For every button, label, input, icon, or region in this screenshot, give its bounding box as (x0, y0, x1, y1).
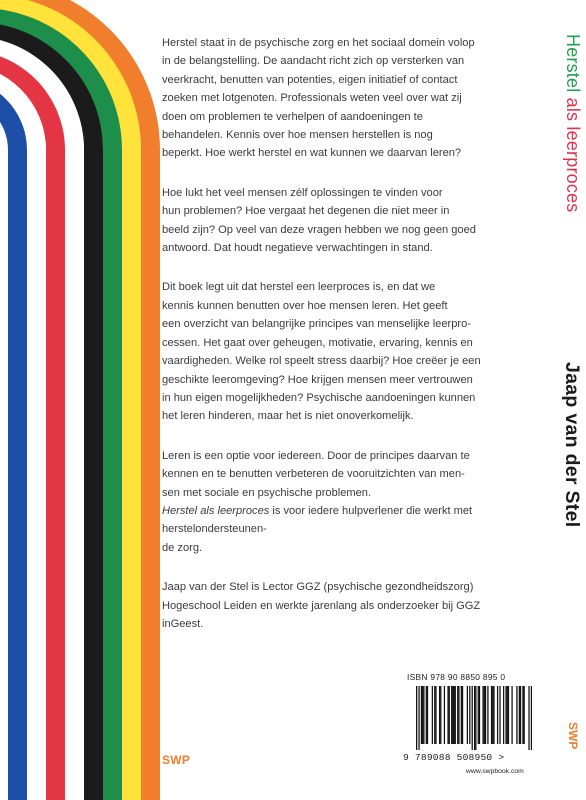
barcode-bar (416, 686, 417, 750)
publisher-logo: SWP (162, 753, 191, 767)
back-cover-blurb (162, 34, 532, 654)
barcode-bar (451, 686, 452, 744)
barcode-bar (482, 686, 483, 744)
barcode-bar (478, 686, 479, 744)
paragraph-4-tail: is voor iedere hulpverlener die werkt met herstelondersteunen- de zorg. (162, 504, 473, 554)
barcode-bar (479, 686, 480, 744)
paragraph-1: Herstel staat in de psychische zorg en het sociaal domein volop in de belangstelling. De aandacht richt zich op versterken van veerkracht, benutten van potenties, eigen initiatief of contact zoeken met lotgenoten. Professionals weten veel over wat zij doen om problemen te verhelpen of aandoeningen te behandelen. Kennis over hoe mensen herstellen is nog beperkt. Hoe werkt herstel en wat kunnen we daarvan leren? (162, 37, 475, 160)
barcode-bar (511, 686, 512, 744)
barcode-bar (516, 686, 517, 744)
barcode-number: 9 789088 508950 > (403, 752, 505, 763)
barcode-bar (422, 686, 423, 744)
barcode-icon (416, 686, 532, 750)
barcode-bar (452, 686, 453, 744)
barcode-bar (475, 686, 476, 750)
barcode-bar (508, 686, 509, 744)
spine-publisher-text: SWP (566, 722, 580, 750)
book-title-italic: Herstel als leerproces (162, 504, 270, 517)
barcode-bar (519, 686, 520, 744)
isbn-text: ISBN 978 90 8850 895 0 (407, 672, 506, 682)
barcode-bar (432, 686, 433, 744)
barcode-bar (458, 686, 459, 744)
barcode-bar (507, 686, 508, 744)
barcode-bar (503, 686, 504, 744)
spine-author (561, 362, 583, 602)
barcode-bar (484, 686, 485, 744)
barcode-bar (444, 686, 445, 744)
barcode-bar (531, 686, 532, 750)
barcode-bar (485, 686, 486, 744)
barcode-bar (497, 686, 498, 744)
barcode-bar (421, 686, 422, 744)
barcode-bar (439, 686, 440, 744)
spine-author-name: Jaap van der Stel (561, 362, 583, 528)
barcode-bar (418, 686, 419, 750)
barcode-bar (462, 686, 463, 744)
barcode-bar (522, 686, 523, 744)
spine-title-part-1: Herstel (563, 34, 583, 98)
barcode-bar (435, 686, 436, 744)
barcode-bar (457, 686, 458, 744)
paragraph-2: Hoe lukt het veel mensen zélf oplossingen te vinden voor hun problemen? Hoe vergaat het degenen die niet meer in beeld zijn? Op veel van deze vragen hebben we nog geen goed antwoord. Dat houdt negatieve verwachtingen in stand. (162, 186, 476, 255)
barcode-bar (520, 686, 521, 744)
spine-title-part-2: als leerproces (563, 97, 583, 213)
barcode-bar (455, 686, 456, 744)
barcode-bar (493, 686, 494, 744)
barcode-bar (499, 686, 500, 744)
spine-title (563, 34, 583, 274)
barcode-bar (528, 686, 529, 750)
barcode-bar (505, 686, 506, 744)
barcode-bar (492, 686, 493, 744)
author-bio: Jaap van der Stel is Lector GGZ (psychische gezondheidszorg) Hogeschool Leiden en werkte jarenlang als onderzoeker bij GGZ inGeest. (162, 581, 481, 630)
spine-publisher-logo (566, 722, 580, 762)
barcode-bar (469, 686, 470, 744)
barcode-bar (427, 686, 428, 744)
publisher-website: www.swpbook.com (466, 768, 524, 775)
barcode-bar (474, 686, 475, 750)
barcode-bar (491, 686, 492, 744)
paragraph-3: Dit boek legt uit dat herstel een leerproces is, en dat we kennis kunnen benutten over hoe mensen leren. Het geeft een overzicht van belangrijke principes van menselijke leerpro- cessen. Het gaat over geheugen, motivatie, ervaring, kennis en vaardigheden. Welke rol speelt stress daarbij? Hoe creëer je een geschikte leeromgeving? Hoe krijgen mensen meer vertrouwen in hun eigen mogelijkheden? Psychische aandoeningen kunnen het leren hinderen, maar het is niet onoverkomelijk. (162, 281, 481, 423)
barcode-bar (434, 686, 435, 744)
barcode-bar (472, 686, 473, 750)
barcode-bar (453, 686, 454, 744)
paragraph-4: Leren is een optie voor iedereen. Door de principes daarvan te kennen en te benutten verbeteren de vooruitzichten van men- sen met sociale en psychische problemen. Herstel als leerproces is voor iedere hulpverlener die werkt met herstelondersteunen- de zorg. (162, 449, 473, 554)
barcode-bar (440, 686, 441, 744)
barcode-bar (426, 686, 427, 744)
barcode-bar (467, 686, 468, 744)
barcode-bar (423, 686, 424, 744)
barcode-bar (461, 686, 462, 744)
barcode-bar (447, 686, 448, 744)
barcode-bar (524, 686, 525, 744)
barcode-bar (487, 686, 488, 744)
decorative-stripes (0, 0, 160, 800)
barcode-bar (449, 686, 450, 744)
